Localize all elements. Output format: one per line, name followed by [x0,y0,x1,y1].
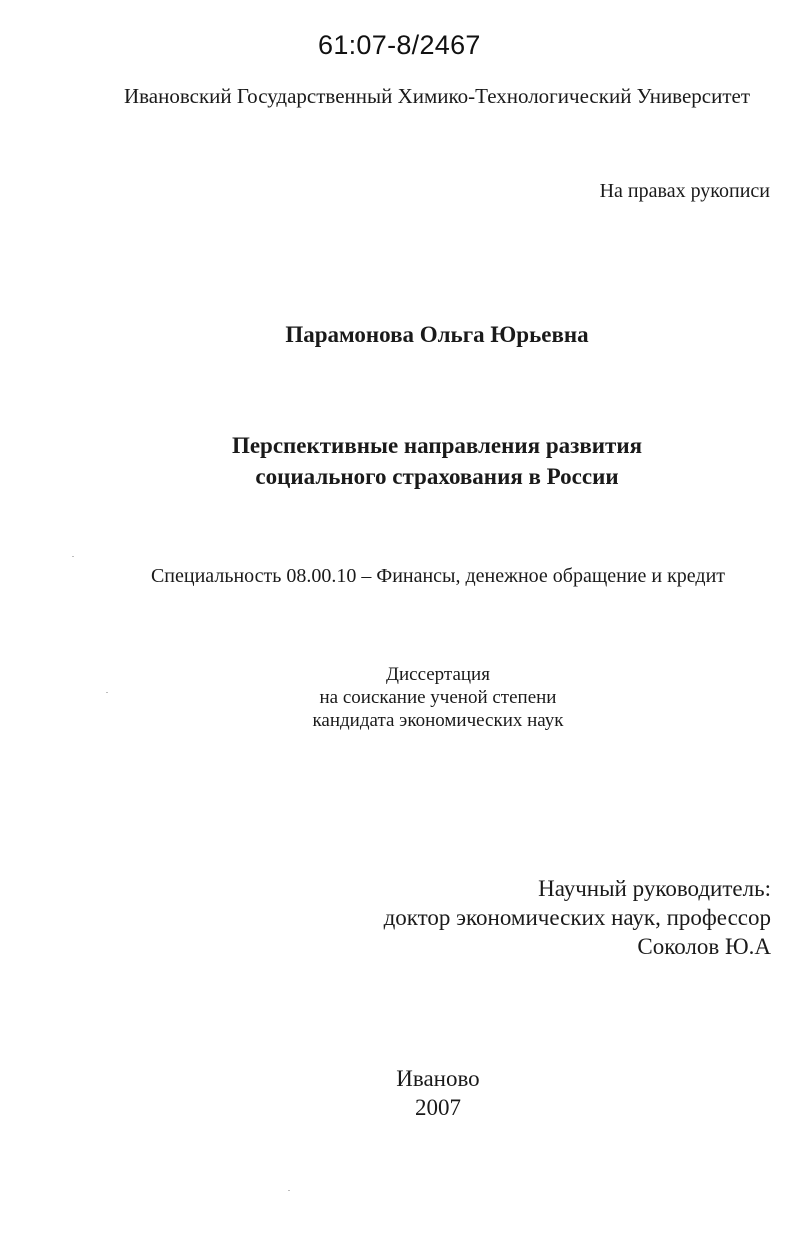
manuscript-rights-note: На правах рукописи [599,180,770,202]
dissertation-title [0,430,796,492]
catalog-number: 61:07-8/2467 [318,30,481,60]
university-name: Ивановский Государственный Химико-Технологический Университет [123,84,751,108]
city-name: Иваново [396,1066,480,1091]
scan-speck [106,692,108,693]
author-name: Парамонова Ольга Юрьевна [285,322,589,347]
scan-speck [288,1190,290,1191]
supervisor-name: Соколов Ю.А [637,934,771,959]
supervisor-degree: доктор экономических наук, профессор [383,905,771,930]
supervisor-block [384,874,771,961]
place-and-year [0,1064,796,1122]
dissertation-line-2: на соискание ученой степени [319,687,557,708]
supervisor-label: Научный руководитель: [538,876,771,901]
title-line-1: Перспективные направления развития [231,433,643,458]
scan-speck [72,556,74,557]
dissertation-description [0,663,796,732]
specialty-line: Специальность 08.00.10 – Финансы, денежное обращение и кредит [150,565,726,587]
title-line-2: социального страхования в России [255,464,619,489]
dissertation-line-1: Диссертация [386,664,490,685]
dissertation-line-3: кандидата экономических наук [312,710,564,731]
year: 2007 [415,1095,461,1120]
